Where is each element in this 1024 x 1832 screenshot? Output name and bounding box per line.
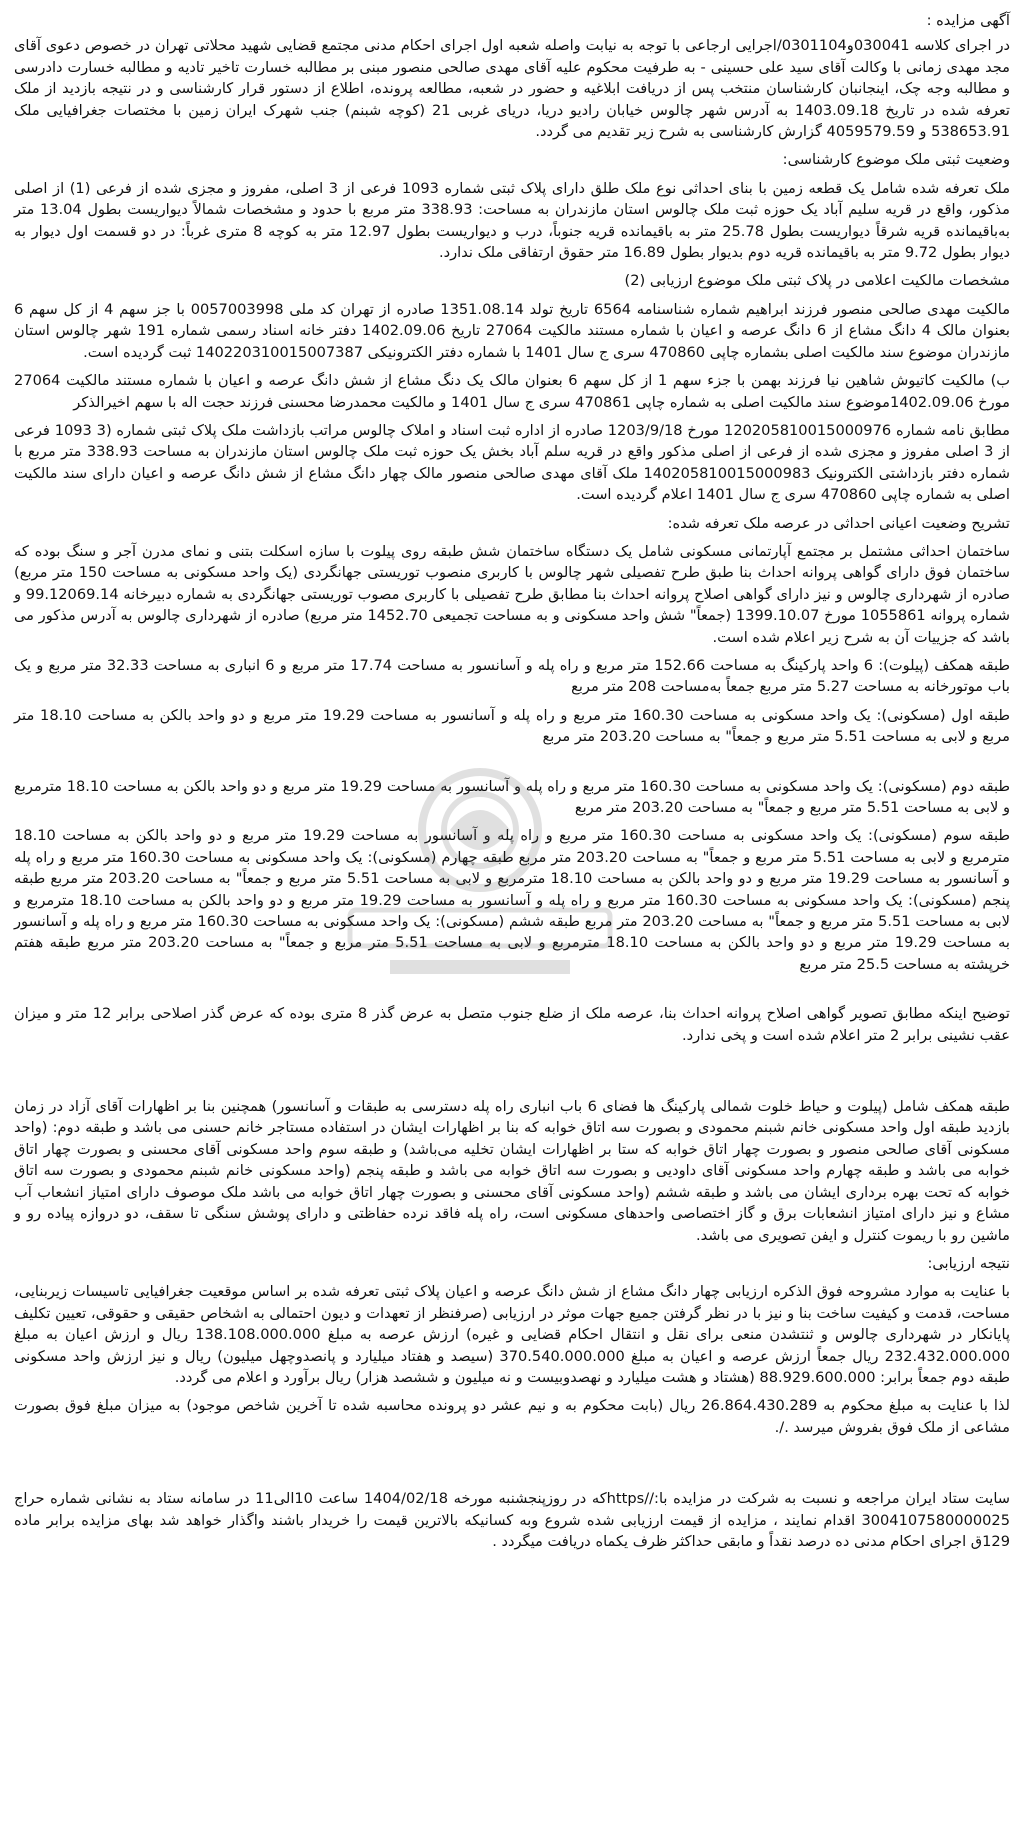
intro-paragraph: در اجرای کلاسه 030041و0301104/اجرایی ارجاعی با توجه به نیابت واصله شعبه اول اجرای احکام مدنی مجتمع قضایی شهید محلاتی تهران در خصوص دعوی آقای مجد مهدی زمانی با وکالت آقای سید علی حسینی - به طرفیت محکوم علیه آقای مهدی صالحی منصور مبنی بر مطالبه خسارت تاخیر تادیه و مطالبه خسارت دادرسی و مطالبه وجه چک، اینجانبان کارشناسان منتخب پس از دریافت ابلاغیه و حضور در شعبه، مطالعه پرونده، اطلاع از دستور قرار کارشناسی و در نتیجه بازدید از ملک تعرفه شده در تاریخ 1403.09.18 به آدرس شهر چالوس خیابان رادیو دریا، دریای غربی 21 (کوچه شبنم) جنب شهرک ایران زمین با مختصات جغرافیایی ملک 538653.91 و 4059579.59 گزارش کارشناسی به شرح زیر تقدیم می گردد. <box>14 37 1010 141</box>
sale-amount-paragraph: لذا با عنایت به مبلغ محکوم به 26.864.430.289 ریال (بابت محکوم به و نیم عشر دو پرونده محاسبه شده تا آخرین شاخص موجود) به میزان مبلغ فوق بصورت مشاعی از ملک فوق بفروش میرسد ./. <box>14 1397 1010 1436</box>
auction-instructions-paragraph: سایت ستاد ایران مراجعه و نسبت به شرکت در مزایده با://httpsکه در روزپنجشنبه مورخه 1404/02/18 ساعت 10الی11 در سامانه ستاد به نشانی شماره حراج 3004107580000025 اقدام نمایند ، مزایده از قیمت ارزیابی شده شروع وبه کسانیکه بالاترین قیمت را خریدار باشند واگذار خواهد شد بهای مزایده برابر ماده 129ق اجرای احکام مدنی ده درصد نقداً و مابقی حداکثر ظرف یکماه دریافت میگردد . <box>14 1490 1010 1550</box>
setback-paragraph: توضیح اینکه مطابق تصویر گواهی اصلاح پروانه احداث بنا، عرصه ملک از ضلع جنوب متصل به عرض گذر 8 متری بوده که عرض گذر اصلاحی برابر 12 متر و میزان عقب نشینی برابر 2 متر اعلام شده است و پخی ندارد. <box>14 1005 1010 1044</box>
second-floor-paragraph: طبقه دوم (مسکونی): یک واحد مسکونی به مساحت 160.30 متر مربع و راه پله و آسانسور به مساحت 19.29 متر مربع و دو واحد بالکن به مساحت 18.10 مترمربع و لابی به مساحت 5.51 متر مربع و جمعاً" به مساحت 203.20 متر مربع <box>14 777 1010 816</box>
first-floor-paragraph: طبقه اول (مسکونی): یک واحد مسکونی به مساحت 160.30 متر مربع و راه پله و آسانسور به مساحت 19.29 متر مربع و دو واحد بالکن به مساحت 18.10 متر مربع و لابی به مساحت 5.51 متر مربع و جمعاً" به مساحت 203.20 متر مربع <box>14 706 1010 746</box>
ownership-paragraph-a: مالکیت مهدی صالحی منصور فرزند ابراهیم شماره شناسنامه 6564 تاریخ تولد 1351.08.14 صادره از تهران کد ملی 0057003998 با جز سهم 4 از کل سهم 6 بعنوان مالک 4 دانگ مشاع از 6 دانگ عرصه و اعیان با شماره مستند مالکیت 27064 تاریخ 1402.09.06 دفتر خانه اسناد رسمی شماره 191 شهر چالوس استان مازندران موضوع سند مالکیت اصلی بشماره چاپی 470860 سری ج سال 1401 با شماره دفتر الکترونیکی 140220310015007387 ثبت گردیده است. <box>14 300 1011 361</box>
ground-floor-paragraph: طبقه همکف (پیلوت): 6 واحد پارکینگ به مساحت 152.66 متر مربع و راه پله و آسانسور به مساحت 17.74 متر مربع و 6 انباری به مساحت 32.33 متر مربع و یک باب موتورخانه به مساحت 5.27 متر مربع جمعاً به‌مساحت 208 متر مربع <box>14 656 1011 696</box>
ownership-heading: مشخصات مالکیت اعلامی در پلاک ثبتی ملک موضوع ارزیابی (2) <box>624 272 1010 290</box>
registration-status-heading: وضعیت ثبتی ملک موضوع کارشناسی: <box>782 151 1010 169</box>
building-description-paragraph: ساختمان احداثی مشتمل بر مجتمع آپارتمانی مسکونی شامل یک دستگاه ساختمان شش طبقه روی پیلوت با سازه اسکلت بتنی و نمای مدرن آجر و سنگ بوده که ساختمان فوق دارای گواهی پروانه احداث بنا طبق طرح تفصیلی شهر چالوس با کاربری منصوب توریستی جهانگردی (یک واحد مسکونی به مساحت 150 متر مربع) صادره از شهرداری چالوس و نیز دارای گواهی اصلاح پروانه احداث بنا مطابق طرح تفصیلی با کاربری مصوب توریستی جهانگردی به شماره دبیرخانه 99.12069.14 و شماره پروانه 1055861 مورخ 1399.10.07 (جمعاً" شش واحد مسکونی و به مساحت تجمیعی 1452.70 متر مربع) صادره از شهرداری چالوس به آدرس مذکور می باشد که جزییات آن به شرح زیر اعلام شده است. <box>14 542 1011 646</box>
valuation-paragraph: با عنایت به موارد مشروحه فوق الذکره ارزیابی چهار دانگ مشاع از شش دانگ عرصه و اعیان پلاک ثبتی تعرفه شده بر اساس موقعیت جغرافیایی تاسیسات زیربنایی، مساحت، قدمت و کیفیت ساخت بنا و نیز با در نظر گرفتن جمیع جهات موثر در ارزیابی (صرفنظر از تعهدات و دیون احتمالی به اشخاص حقیقی و حقوقی، تعیین تکلیف پایانکار در شهرداری چالوس و ثنتشدن منعی برای نقل و انتقال احکام قضایی و غیره) ارزش عرصه به مبلغ 138.108.000.000 ریال و ارزش اعیان به مبلغ 232.432.000.000 ریال جمعاً ارزش عرصه و اعیان به مبلغ 370.540.000.000 (سیصد و هفتاد میلیارد و پانصدوچهل میلیون) ریال و نیز ارزش واحد مسکونی طبقه دوم جمعاً برابر: 88.929.600.000 (هشتاد و هشت میلیارد و نهصدوبیست و نه میلیون و ششصد هزار) ریال برآورد و اعلام می گردد. <box>14 1283 1011 1386</box>
valuation-heading: نتیجه ارزیابی: <box>927 1254 1010 1272</box>
notice-header: آگهی مزایده : <box>926 12 1010 29</box>
occupancy-paragraph: طبقه همکف شامل (پیلوت و حیاط خلوت شمالی پارکینگ ها فضای 6 باب انباری راه پله دسترسی به طبقات و آسانسور) همچنین بنا بر اظهارات آقای آزاد در زمان بازدید طبقه اول واحد مسکونی خانم شبنم محمودی و بصورت سه اتاق خوابه که بنا بر اظهارات ایشان در استفاده مستاجر خانم حسنی می باشد و طبقه دوم: (واحد مسکونی آقای صالحی منصور و بصورت چهار اتاق خوابه که ستا بر اظهارات ایشان تخلیه می‌باشد) و طبقه سوم واحد مسکونی آقای محسنی و بصورت چهار اتاق خوابه می باشد و طبقه چهارم واحد مسکونی آقای داودیی و بصورت سه اتاق خوابه می باشد و طبقه پنجم (واحد مسکونی خانم شبنم محمودی و بصورت سه اتاق خوابه که تحت بهره برداری ایشان می باشد و طبقه ششم (واحد مسکونی آقای محسنی و بصورت چهار اتاق خوابه می باشد ملک موصوف دارای امتیاز انشعاب آب مشاع و نیز دارای امتیاز انشعابات برق و گاز اختصاصی واحدهای مسکونی است، راه پله فاقد نرده حفاظتی و دارای پوشش سنگی تا سقف، دو دروازه پیاده رو و ماشین رو با ریموت کنترل و ایفن تصویری می باشد. <box>14 1098 1010 1244</box>
upper-floors-paragraph: طبقه سوم (مسکونی): یک واحد مسکونی به مساحت 160.30 متر مربع و راه پله و آسانسور به مساحت 19.29 متر مربع و دو واحد بالکن به مساحت 18.10 مترمربع و لابی به مساحت 5.51 متر مربع و جمعاً" به مساحت 203.20 متر مربع طبقه چهارم (مسکونی): یک واحد مسکونی به مساحت 160.30 متر مربع و راه پله و آسانسور به مساحت 19.29 متر مربع و دو واحد بالکن به مساحت 18.10 مترمربع و لابی به مساحت 5.51 متر مربع و جمعاً" به مساحت 203.20 متر مربع طبقه پنجم (مسکونی): یک واحد مسکونی به مساحت 160.30 متر مربع و راه پله و آسانسور به مساحت 19.29 متر مربع و دو واحد بالکن به مساحت 18.10 مترمربع و لابی به مساحت 5.51 متر مربع و جمعاً" به مساحت 203.20 متر مربع طبقه ششم (مسکونی): یک واحد مسکونی به مساحت 160.30 متر مربع و راه پله و آسانسور به مساحت 19.29 متر مربع و دو واحد بالکن به مساحت 18.10 مترمربع و لابی به مساحت 5.51 متر مربع و جمعاً" به مساحت 203.20 متر مربع طبقه هفتم خرپشته به مساحت 25.5 متر مربع <box>14 827 1011 973</box>
ownership-paragraph-b: ب) مالکیت کاتیوش شاهین نیا فرزند بهمن با جزء سهم 1 از کل سهم 6 بعنوان مالک یک دنگ مشاع از شش دانگ عرصه و اعیان با شماره مستند مالکیت 27064 مورخ 1402.09.06موضوع سند مالکیت اصلی به شماره چاپی 470861 سری ج سال 1401 و مالکیت محمدرضا محسنی فرزند حجت اله با سهم اخیرالذکر <box>14 372 1010 411</box>
seizure-paragraph: مطابق نامه شماره 120205810015000976 مورخ 1203/9/18 صادره از اداره ثبت اسناد و املاک چالوس مراتب بازداشت ملک پلاک ثبتی شماره (3 1093 فرعی از 3 اصلی مفروز و مجزی شده از فرعی از اصلی مذکور واقع در قریه سلم آباد بخش یک حوزه ثبت ملک چالوس استان مازندران به مساحت 338.93 متر مربع با شماره دفتر بازداشتی الکترونیک 140205810015000983 ملک آقای مهدی صالحی منصور مالک چهار دانگ مشاع از شش دانگ عرصه و اعیان دارای سند مالکیت اصلی به شماره چاپی 470860 سری ج سال 1401 اعلام گردیده است. <box>14 421 1010 504</box>
property-registration-paragraph: ملک تعرفه شده شامل یک قطعه زمین با بنای احداثی نوع ملک طلق دارای پلاک ثبتی شماره 1093 فرعی از 3 اصلی، مفروز و مجزی شده از فرعی (1) از اصلی مذکور، واقع در قریه سلیم آباد یک حوزه ثبت ملک چالوس استان مازندران به مساحت: 338.93 متر مربع با حدود و مشخصات شمالاً دیواریست بطول 13.04 متر به‌باقیمانده قریه شرقاً دیواریست بطول 25.78 متر به باقیمانده قریه جنوباً، درب و دیواریست بطول 12.97 متر به کوچه 8 متری غرباً: در دو قسمت اول دیوار به دیوار بطول 9.72 متر به باقیمانده قریه دوم بدیوار بطول 16.89 متر حقوق ارتفاقی ملک ندارد. <box>14 179 1011 262</box>
building-description-heading: تشریح وضعیت اعیانی احداثی در عرصه ملک تعرفه شده: <box>667 514 1010 532</box>
